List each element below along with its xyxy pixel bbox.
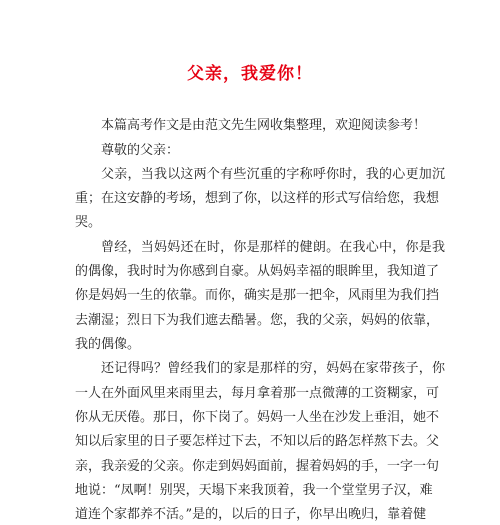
body-line: 重；在这安静的考场，想到了你，以这样的形式写信给您，我想 xyxy=(75,191,440,206)
body-line: 去潮湿；烈日下为我们遮去酷暑。您，我的父亲，妈妈的依靠， xyxy=(75,313,440,328)
body-line: 哭。 xyxy=(75,215,102,230)
body-line: 你是妈妈一生的依靠。而你，确实是那一把伞，风雨里为我们挡 xyxy=(75,288,440,303)
body-line: 我的偶像。 xyxy=(75,337,141,352)
body-line: 还记得吗？曾经我们的家是那样的穷，妈妈在家带孩子，你 xyxy=(101,361,445,376)
body-line: 地说：“凤啊！别哭，天塌下来我顶着，我一个堂堂男子汉，难 xyxy=(75,483,433,498)
body-line: 一人在外面风里来雨里去，每月拿着那一点微薄的工资糊家，可 xyxy=(75,386,440,401)
document-title: 父亲，我爱你！ xyxy=(187,64,313,84)
body-line: 道连个家都养不活。”是的，以后的日子，你早出晚归，靠着健 xyxy=(75,507,427,522)
body-line: 知以后家里的日子要怎样过下去，不知以后的路怎样熬下去。父 xyxy=(75,434,440,449)
body-line: 父亲，当我以这两个有些沉重的字称呼你时，我的心更加沉 xyxy=(101,167,445,182)
body-line: 亲，我亲爱的父亲。你走到妈妈面前，握着妈妈的手，一字一句 xyxy=(75,459,440,474)
body-line: 你从无厌倦。那日，你下岗了。妈妈一人坐在沙发上垂泪，她不 xyxy=(75,410,440,425)
body-line: 的偶像，我时时为你感到自豪。从妈妈幸福的眼眸里，我知道了 xyxy=(75,264,440,279)
body-line: 本篇高考作文是由范文先生网收集整理，欢迎阅读参考！ xyxy=(101,118,427,133)
body-line: 尊敬的父亲： xyxy=(101,143,180,158)
body-line: 曾经，当妈妈还在时，你是那样的健朗。在我心中，你是我 xyxy=(101,240,445,255)
